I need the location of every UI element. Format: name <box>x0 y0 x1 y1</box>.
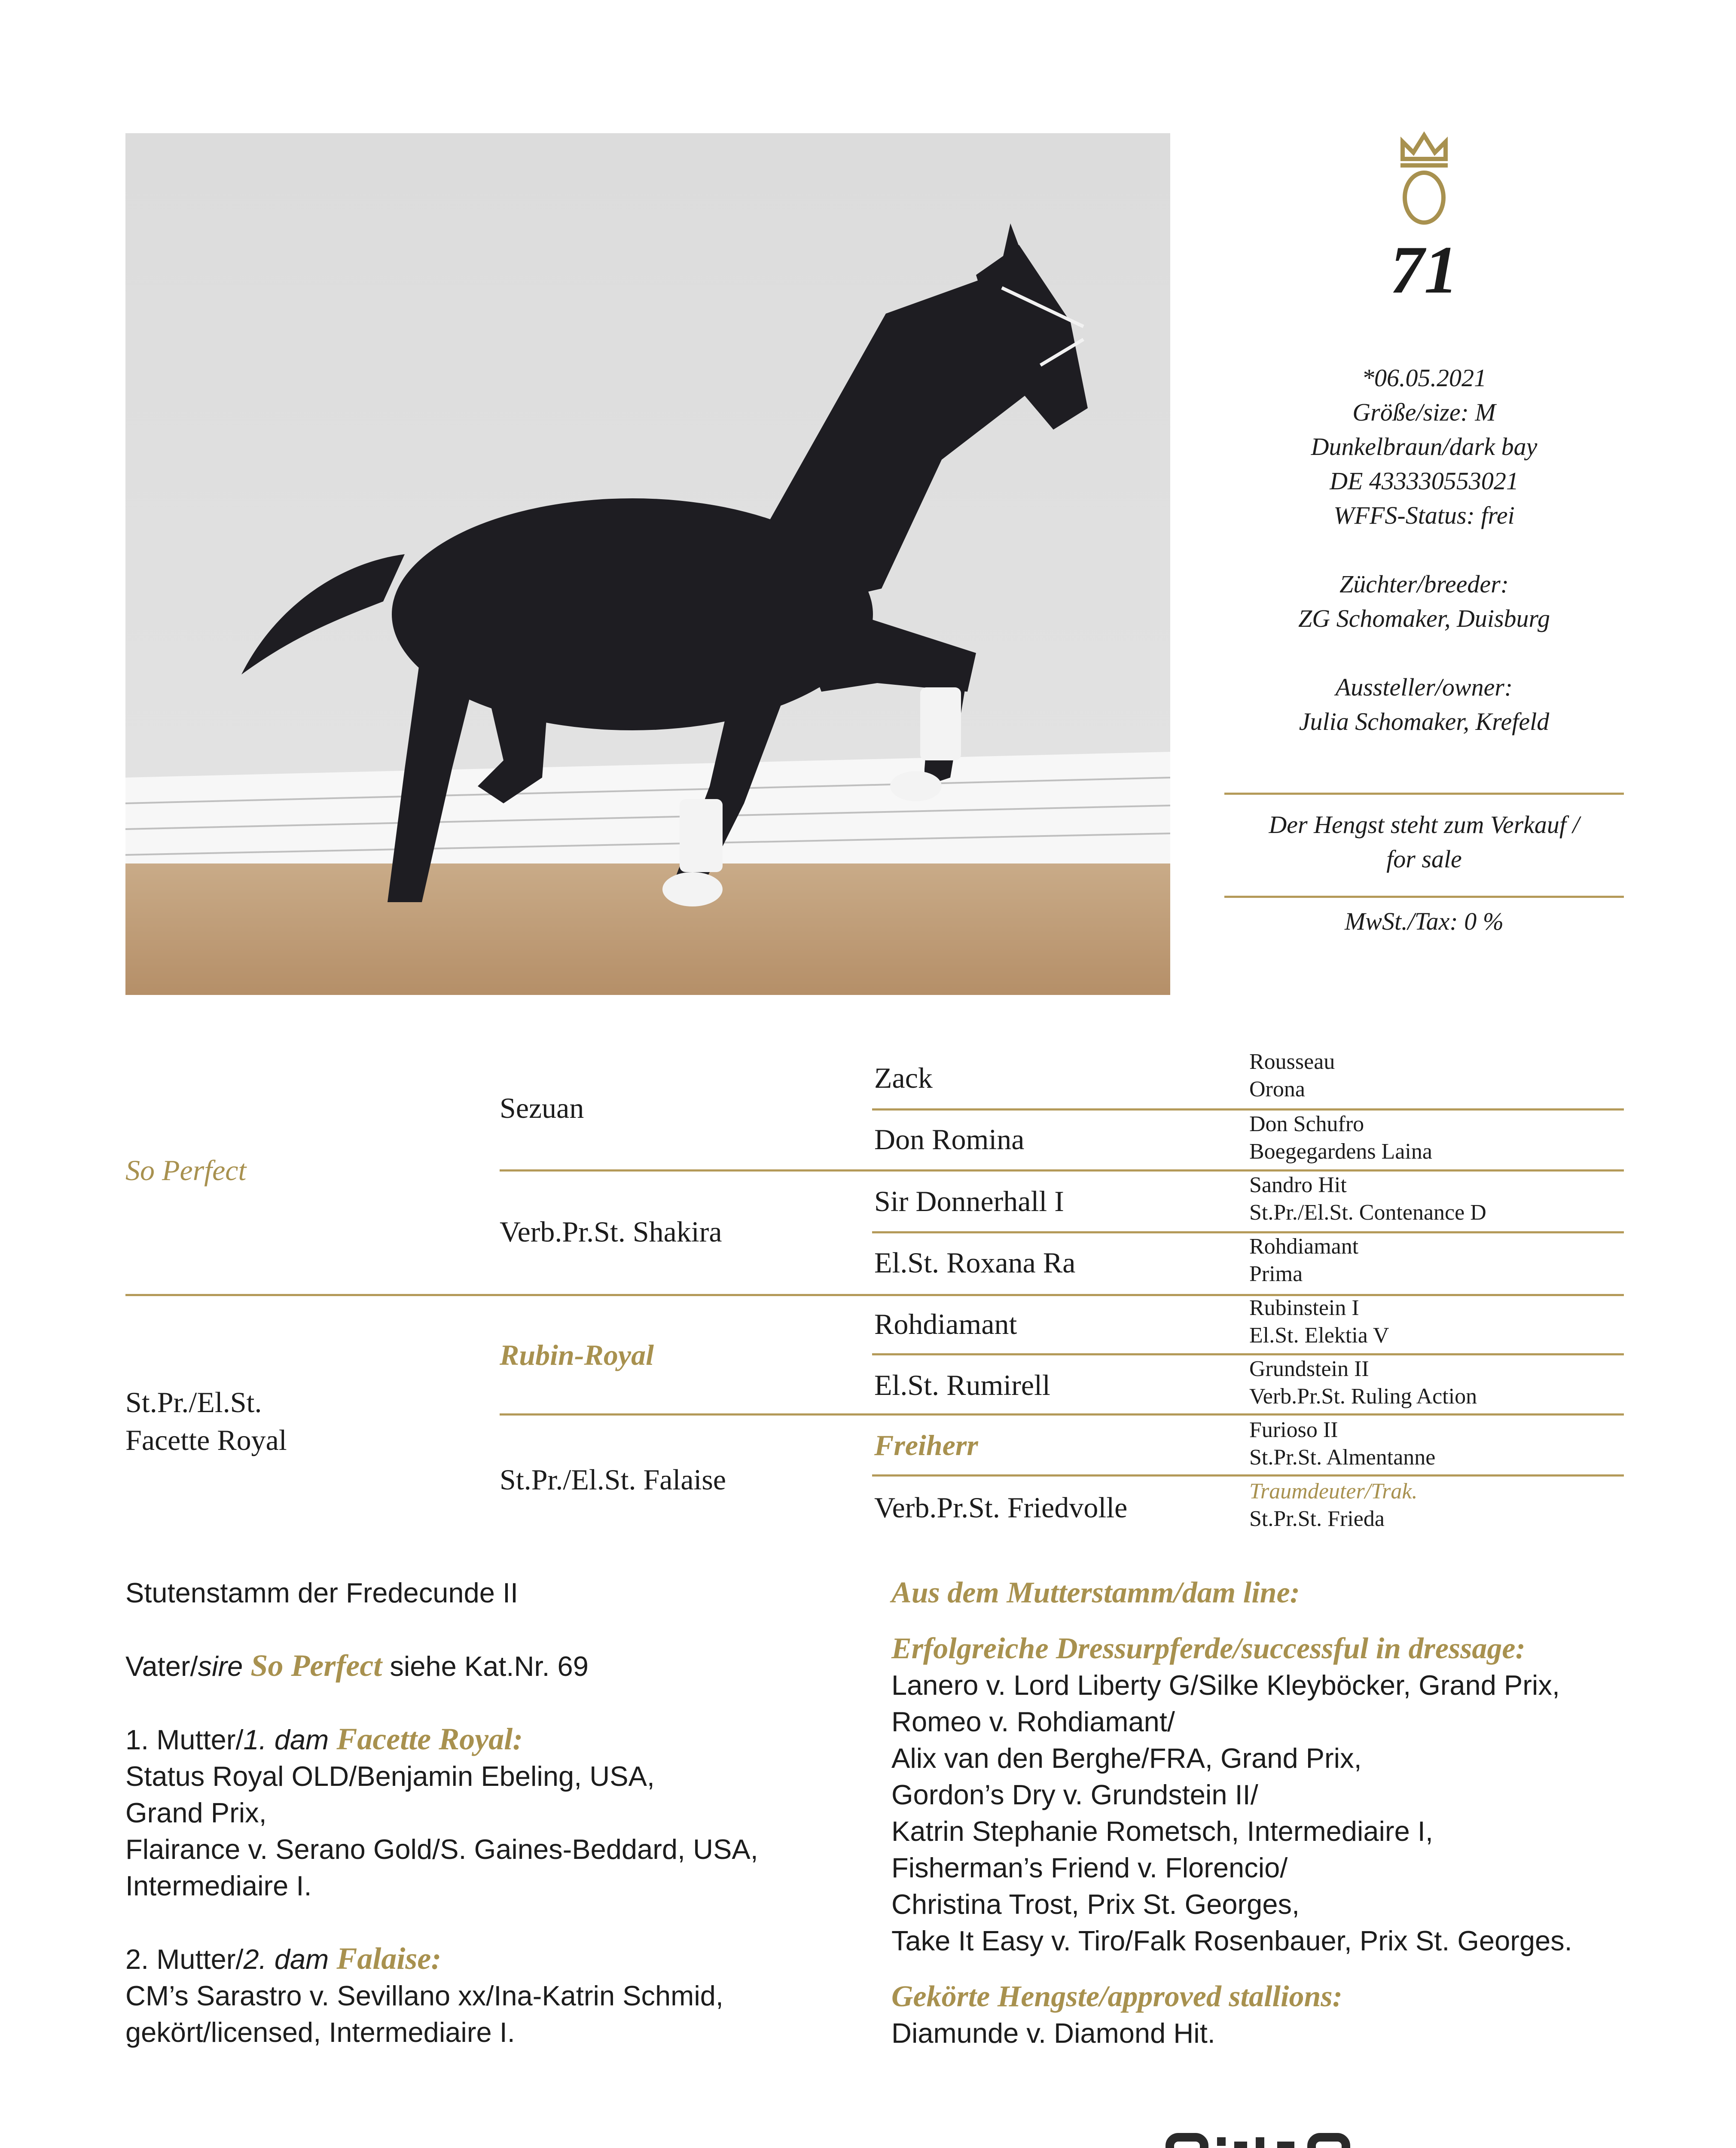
breeder-label: Züchter/breeder: <box>1339 570 1509 598</box>
pedigree-gen2: Verb.Pr.St. Shakira <box>500 1215 722 1248</box>
ueln: DE 433330553021 <box>1330 467 1519 495</box>
oldenburg-crown-logo <box>1390 129 1458 228</box>
sire-reference: Vater/sire So Perfect siehe Kat.Nr. 69 <box>125 1648 589 1683</box>
size: Größe/size: M <box>1352 398 1496 426</box>
pedigree-gen3: El.St. Rumirell <box>874 1369 1050 1401</box>
pedigree-gen3: Verb.Pr.St. Friedvolle <box>874 1491 1128 1524</box>
pedigree-gen4: Furioso II St.Pr.St. Almentanne <box>1249 1418 1436 1470</box>
second-dam-heading: 2. Mutter/2. dam Falaise: <box>125 1941 442 1976</box>
pedigree-gen3: El.St. Roxana Ra <box>874 1246 1076 1279</box>
qr-code[interactable] <box>1165 2133 1350 2148</box>
pedigree-divider <box>872 1353 1624 1355</box>
pedigree-divider <box>872 1169 1624 1172</box>
pedigree-gen2: St.Pr./El.St. Falaise <box>500 1463 726 1496</box>
pedigree-gen3: Don Romina <box>874 1123 1025 1156</box>
dam-line-info: Stutenstamm der Fredecunde II Vater/sire So Perfect siehe Kat.Nr. 69 1. Mutter/1. dam Facette Royal: Status Royal OLD/Benjamin Ebeling, USA, Grand Prix, Flairance v. Serano Gold/S. Gaines-Beddard, USA, Intermediaire I. 2. Mutter/2. dam Falaise: CM’s Sarastro v. Sevillano xx/Ina-Katrin Schmid, gekört/licensed, Intermediaire I. <box>125 1574 856 2050</box>
mare-family: Stutenstamm der Fredecunde II <box>125 1577 519 1608</box>
dressage-heading: Erfolgreiche Dressurpferde/successful in dressage: <box>891 1632 1525 1665</box>
pedigree-gen4: Rubinstein I El.St. Elektia V <box>1249 1296 1389 1348</box>
pedigree-gen4: Traumdeuter/Trak. St.Pr.St. Frieda <box>1249 1479 1418 1531</box>
pedigree-gen3: Sir Donnerhall I <box>874 1185 1064 1217</box>
pedigree-divider <box>500 1413 872 1416</box>
pedigree-main-divider <box>125 1294 1624 1296</box>
pedigree-gen2: Rubin-Royal <box>500 1339 654 1371</box>
pedigree-gen4: Grundstein II Verb.Pr.St. Ruling Action <box>1249 1357 1477 1409</box>
owner-label: Aussteller/owner: <box>1335 673 1513 701</box>
divider <box>1224 896 1624 898</box>
wffs-status: WFFS-Status: frei <box>1333 501 1515 529</box>
breeder: ZG Schomaker, Duisburg <box>1298 604 1550 632</box>
first-dam-heading: 1. Mutter/1. dam Facette Royal: <box>125 1722 523 1756</box>
coat-color: Dunkelbraun/dark bay <box>1311 433 1538 461</box>
horse-photo <box>125 133 1170 995</box>
pedigree-gen4: Rohdiamant Prima <box>1249 1234 1359 1286</box>
tax-info: MwSt./Tax: 0 % <box>1344 907 1504 935</box>
pedigree-gen4: Rousseau Orona <box>1249 1050 1335 1101</box>
pedigree-gen3: Rohdiamant <box>874 1308 1017 1340</box>
pedigree-sire: So Perfect <box>125 1154 247 1187</box>
pedigree-divider <box>872 1474 1624 1477</box>
pedigree-gen4: Don Schufro Boegegardens Laina <box>1249 1112 1432 1164</box>
pedigree-divider <box>500 1169 872 1172</box>
pedigree-divider <box>872 1108 1624 1111</box>
sale-notice: Der Hengst steht zum Verkauf / for sale <box>1269 811 1580 873</box>
pedigree-gen3: Freiherr <box>874 1429 978 1461</box>
pedigree-gen3: Zack <box>874 1062 933 1094</box>
pedigree-divider <box>872 1413 1624 1416</box>
pedigree-divider <box>872 1231 1624 1233</box>
birth-date: *06.05.2021 <box>1362 364 1486 392</box>
stallions-heading: Gekörte Hengste/approved stallions: <box>891 1980 1342 2013</box>
dam-line-heading: Aus dem Mutterstamm/dam line: <box>891 1576 1300 1609</box>
owner: Julia Schomaker, Krefeld <box>1299 708 1550 735</box>
pedigree-gen2: Sezuan <box>500 1092 584 1124</box>
horse-details <box>1224 361 1624 739</box>
pedigree-gen4: Sandro Hit St.Pr./El.St. Contenance D <box>1249 1173 1486 1225</box>
pedigree-dam: St.Pr./El.St. Facette Royal <box>125 1386 287 1456</box>
catalog-number: 71 <box>1390 232 1458 308</box>
divider <box>1224 793 1624 795</box>
dam-line-achievements: Aus dem Mutterstamm/dam line: Erfolgreiche Dressurpferde/successful in dressage: Lanero v. Lord Liberty G/Silke Kleyböcker, Grand Prix, Romeo v. Rohdiamant/ Alix van den Berghe/FRA, Grand Prix, Gordon’s Dry v. Grundstein II/ Katrin Stephanie Rometsch, Intermediaire I, Fisherman’s Friend v. Florencio/ Christina Trost, Prix St. Georges, Take It Easy v. Tiro/Falk Rosenbauer, Prix St. Georges. Gekörte Hengste/approved stallions: Diamunde v. Diamond Hit. <box>891 1574 1643 2051</box>
